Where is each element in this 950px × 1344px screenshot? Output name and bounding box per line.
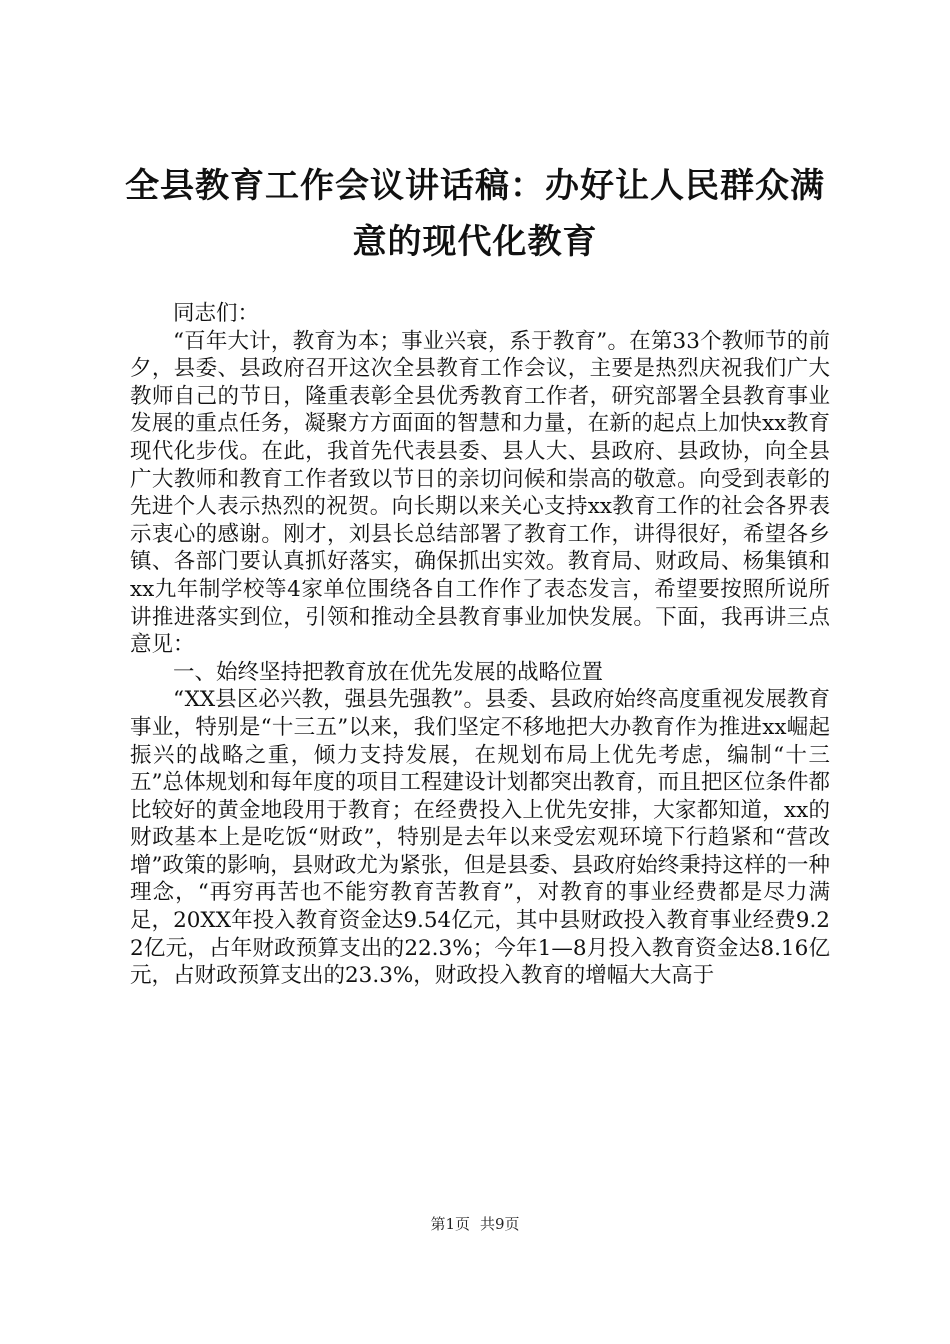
document-body [130,300,830,990]
page-number: 第1页 [430,1215,470,1233]
section-heading: 一、始终坚持把教育放在优先发展的战略位置 [173,659,604,685]
page-total: 共9页 [480,1215,520,1233]
page-footer [0,1214,950,1234]
section-paragraph: “XX县区必兴教，强县先强教”。县委、县政府始终高度重视发展教育事业，特别是“十三五”以来，我们坚定不移地把大办教育作为推进xx崛起振兴的战略之重，倾力支持发展，在规划布局上优先考虑，编制“十三五”总体规划和每年度的项目工程建设计划都突出教育，而且把区位条件都比较好的黄金地段用于教育；在经费投入上优先安排，大家都知道，xx的财政基本上是吃饭“财政”，特别是去年以来受宏观环境下行趋紧和“营改增”政策的影响，县财政尤为紧张，但是县委、县政府始终秉持这样的一种理念，“再穷再苦也不能穷教育苦教育”，对教育的事业经费都是尽力满足，20XX年投入教育资金达9.54亿元，其中县财政投入教育事业经费9.22亿元，占年财政预算支出的22.3%；今年1—8月投入教育资金达8.16亿元，占财政预算支出的23.3%，财政投入教育的增幅大大高于 [130,687,830,989]
intro-paragraph: “百年大计，教育为本；事业兴衰，系于教育”。在第33个教师节的前夕，县委、县政府召开这次全县教育工作会议，主要是热烈庆祝我们广大教师自己的节日，隆重表彰全县优秀教育工作者，研究部署全县教育事业发展的重点任务，凝聚方方面面的智慧和力量，在新的起点上加快xx教育现代化步伐。在此，我首先代表县委、县人大、县政府、县政协，向全县广大教师和教育工作者致以节日的亲切问候和崇高的敬意。向受到表彰的先进个人表示热烈的祝贺。向长期以来关心支持xx教育工作的社会各界表示衷心的感谢。刚才，刘县长总结部署了教育工作，讲得很好，希望各乡镇、各部门要认真抓好落实，确保抓出实效。教育局、财政局、杨集镇和xx九年制学校等4家单位围绕各自工作作了表态发言，希望要按照所说所讲推进落实到位，引领和推动全县教育事业加快发展。下面，我再讲三点意见： [130,328,830,658]
salutation-paragraph: 同志们： [173,301,260,326]
document-title: 全县教育工作会议讲话稿：办好让人民群众满意的现代化教育 [125,166,825,262]
